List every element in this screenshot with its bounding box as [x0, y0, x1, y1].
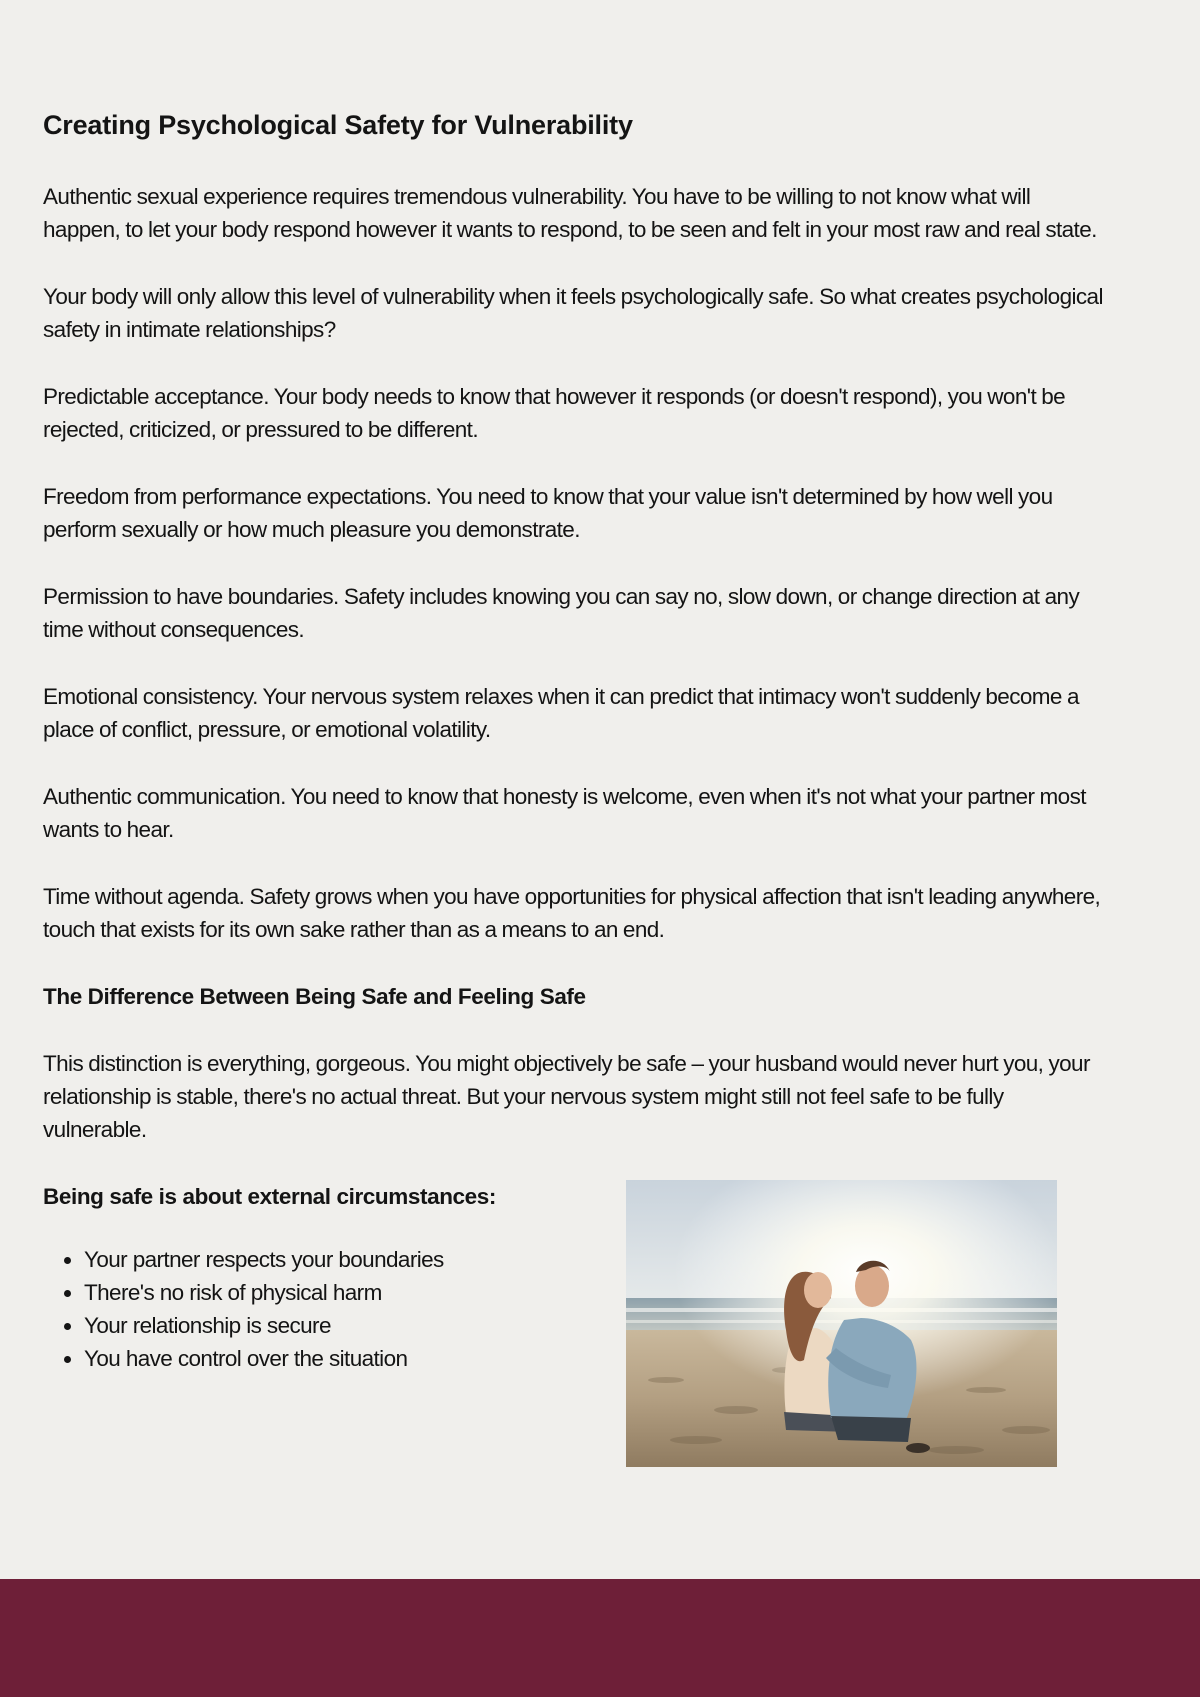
paragraph-predictable-acceptance: Predictable acceptance. Your body needs to know that however it responds (or doesn't respond), you won't be rejected, criticized, or pressured to be different.: [43, 384, 1066, 442]
paragraph-performance-expectations: Freedom from performance expectations. You need to know that your value isn't determined by how well you perform sexually or how much pleasure you demonstrate.: [43, 484, 1053, 542]
paragraph-boundaries: Permission to have boundaries. Safety includes knowing you can say no, slow down, or change direction at any time without consequences.: [43, 584, 1080, 642]
being-safe-heading: Being safe is about external circumstances:: [43, 1184, 496, 1209]
page-content: [43, 108, 1103, 1480]
list-item: • Your relationship is secure: [84, 1309, 603, 1342]
list-item: • Your partner respects your boundaries: [84, 1243, 603, 1276]
page-title: Creating Psychological Safety for Vulnerability: [43, 110, 633, 140]
being-safe-list: [43, 1243, 603, 1375]
paragraph-time-without-agenda: Time without agenda. Safety grows when you have opportunities for physical affection that isn't leading anywhere, touch that exists for its own sake rather than as a means to an end.: [43, 884, 1101, 942]
footer-band: [0, 1579, 1200, 1697]
paragraph-psychological-safety: Your body will only allow this level of vulnerability when it feels psychologically safe. So what creates psychological safety in intimate relationships?: [43, 284, 1103, 342]
paragraph-emotional-consistency: Emotional consistency. Your nervous system relaxes when it can predict that intimacy won't suddenly become a place of conflict, pressure, or emotional volatility.: [43, 684, 1079, 742]
being-safe-text: [43, 1180, 603, 1375]
being-safe-section: [43, 1180, 1103, 1480]
couple-on-beach-photo: [626, 1180, 1057, 1467]
paragraph-vulnerability: Authentic sexual experience requires tremendous vulnerability. You have to be willing to not know what will happen, to let your body respond however it wants to respond, to be seen and felt in your most raw and real state.: [43, 184, 1097, 242]
list-item: • There's no risk of physical harm: [84, 1276, 603, 1309]
list-item: • You have control over the situation: [84, 1342, 603, 1375]
section-heading-safe-vs-feeling-safe: The Difference Between Being Safe and Feeling Safe: [43, 984, 586, 1009]
paragraph-authentic-communication: Authentic communication. You need to know that honesty is welcome, even when it's not what your partner most wants to hear.: [43, 784, 1086, 842]
paragraph-distinction: This distinction is everything, gorgeous. You might objectively be safe – your husband would never hurt you, your relationship is stable, there's no actual threat. But your nervous system might still not feel safe to be fully vulnerable.: [43, 1051, 1090, 1142]
